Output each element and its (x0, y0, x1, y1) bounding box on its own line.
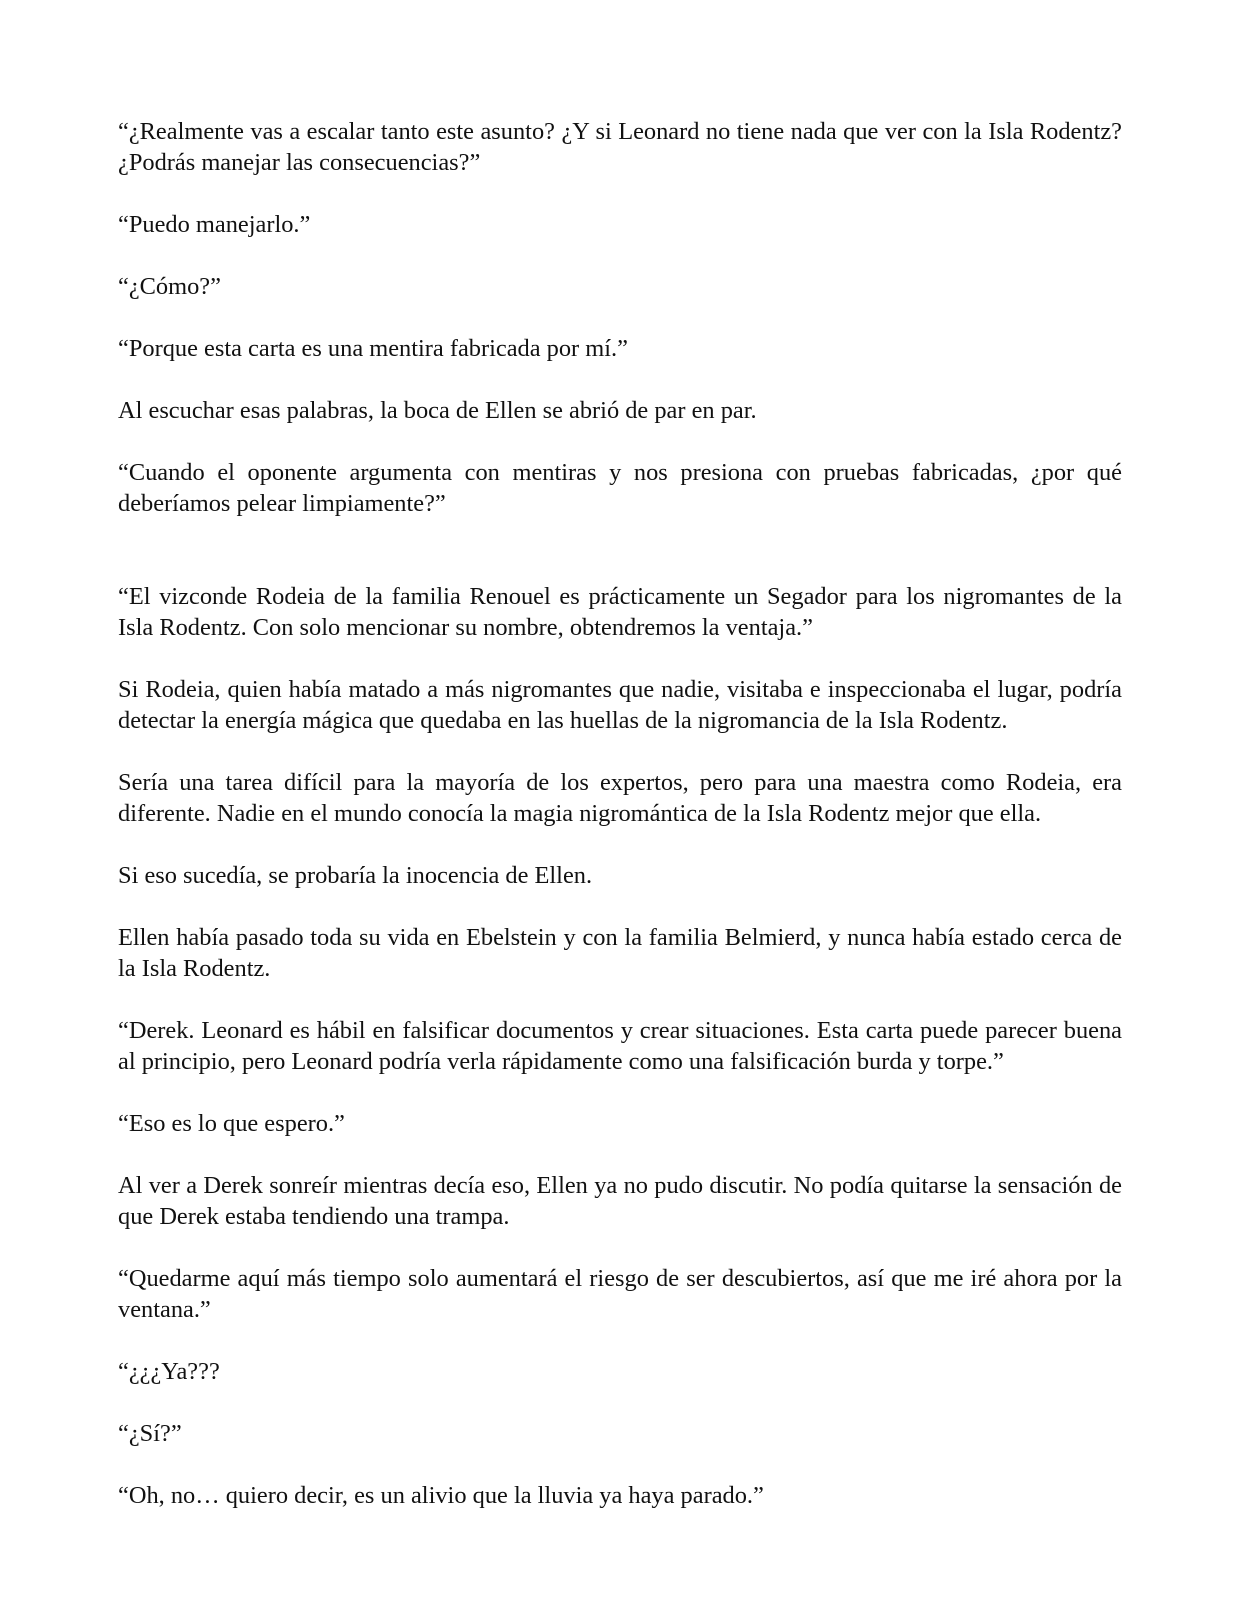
paragraph-4: “Porque esta carta es una mentira fabricada por mí.” (118, 335, 628, 362)
body-text (118, 116, 1122, 1542)
paragraph-12: “Derek. Leonard es hábil en falsificar documentos y crear situaciones. Esta carta puede parecer buena al principio, pero Leonard podría verla rápidamente como una falsificación burda y torpe.” (118, 1017, 1122, 1075)
paragraph-8: Si Rodeia, quien había matado a más nigromantes que nadie, visitaba e inspeccionaba el lugar, podría detectar la energía mágica que quedaba en las huellas de la nigromancia de la Isla Rodentz. (118, 676, 1122, 734)
paragraph-13: “Eso es lo que espero.” (118, 1110, 345, 1137)
paragraph-17: “¿Sí?” (118, 1420, 182, 1447)
paragraph-18: “Oh, no… quiero decir, es un alivio que la lluvia ya haya parado.” (118, 1482, 764, 1509)
paragraph-5: Al escuchar esas palabras, la boca de Ellen se abrió de par en par. (118, 397, 757, 424)
paragraph-10: Si eso sucedía, se probaría la inocencia de Ellen. (118, 862, 593, 889)
paragraph-6: “Cuando el oponente argumenta con mentiras y nos presiona con pruebas fabricadas, ¿por qué deberíamos pelear limpiamente?” (118, 459, 1122, 517)
paragraph-9: Sería una tarea difícil para la mayoría de los expertos, pero para una maestra como Rodeia, era diferente. Nadie en el mundo conocía la magia nigromántica de la Isla Rodentz mejor que ella. (118, 769, 1122, 827)
paragraph-1: “¿Realmente vas a escalar tanto este asunto? ¿Y si Leonard no tiene nada que ver con la Isla Rodentz? ¿Podrás manejar las consecuencias?” (118, 118, 1122, 176)
paragraph-3: “¿Cómo?” (118, 273, 221, 300)
paragraph-7: “El vizconde Rodeia de la familia Renouel es prácticamente un Segador para los nigromantes de la Isla Rodentz. Con solo mencionar su nombre, obtendremos la ventaja.” (118, 583, 1122, 641)
paragraph-15: “Quedarme aquí más tiempo solo aumentará el riesgo de ser descubiertos, así que me iré ahora por la ventana.” (118, 1265, 1122, 1323)
paragraph-2: “Puedo manejarlo.” (118, 211, 311, 238)
paragraph-11: Ellen había pasado toda su vida en Ebelstein y con la familia Belmierd, y nunca había estado cerca de la Isla Rodentz. (118, 924, 1122, 982)
paragraph-16: “¿¿¿Ya??? (118, 1358, 220, 1385)
paragraph-14: Al ver a Derek sonreír mientras decía eso, Ellen ya no pudo discutir. No podía quitarse la sensación de que Derek estaba tendiendo una trampa. (118, 1172, 1122, 1230)
